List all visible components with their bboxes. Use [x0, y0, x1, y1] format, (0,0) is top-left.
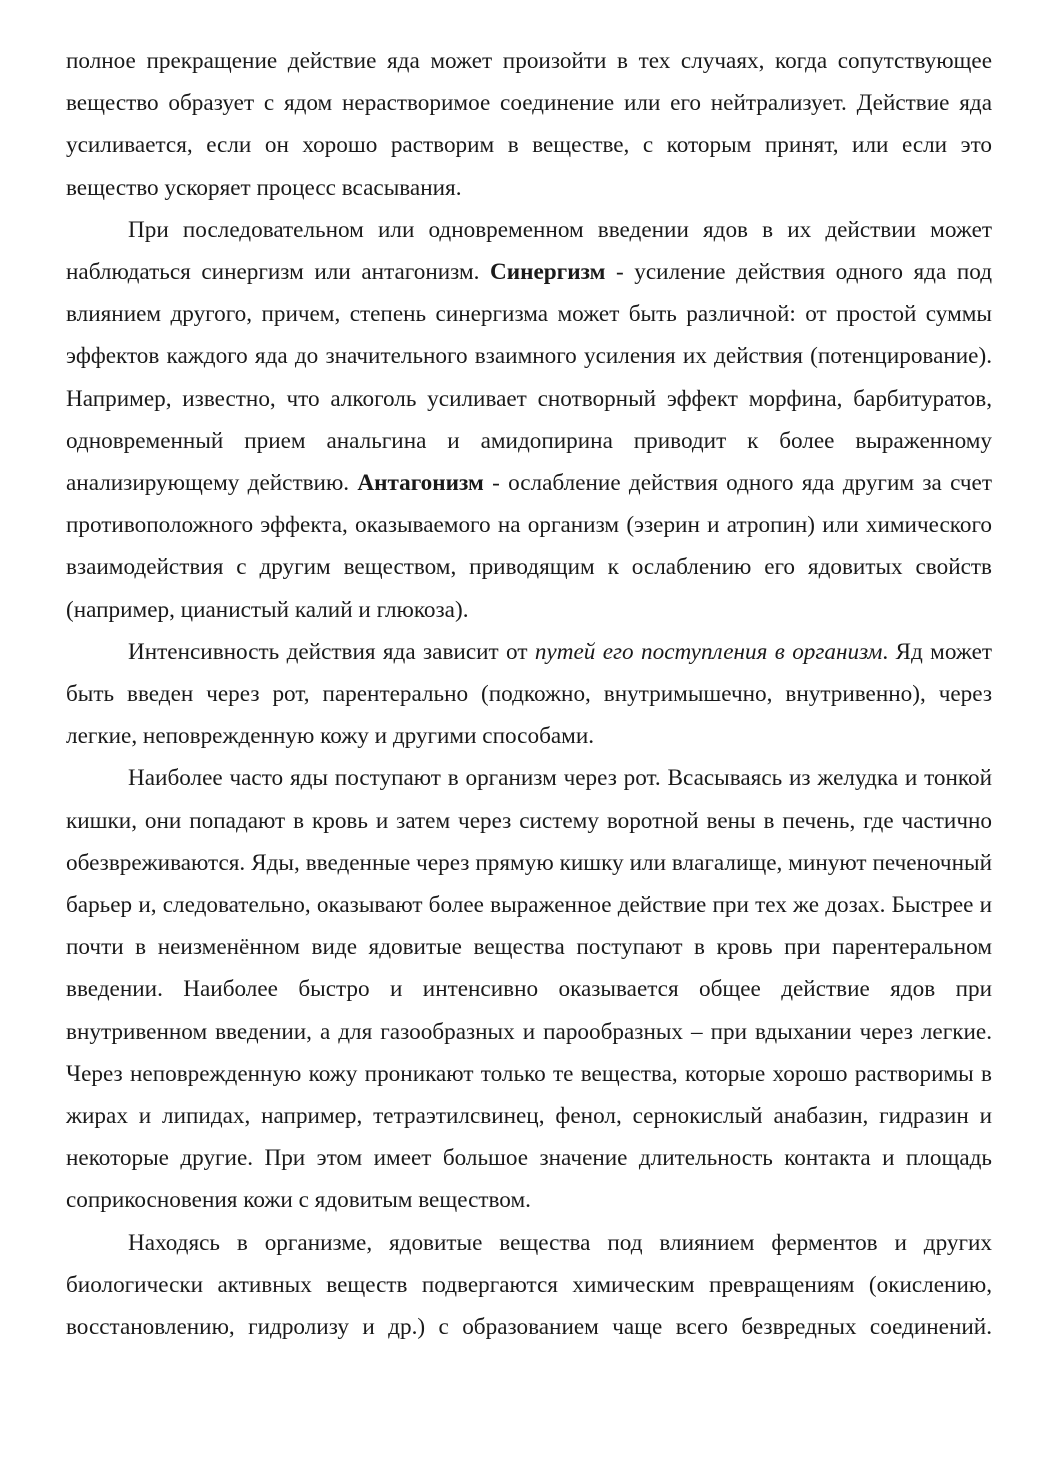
paragraph-biotransformation — [66, 1222, 992, 1349]
paragraph-text: Интенсивность действия яда зависит от — [128, 638, 535, 665]
paragraph-text: Наиболее часто яды поступают в организм через рот. Всасываясь из желудка и тонкой кишки, они попадают в кровь и затем через систему воротной вены в печень, где частично обезвреживаются. Яды, введенные через прямую кишку или влагалище, минуют печеночный барьер и, следовательно, оказывают более выраженное действие при тех же дозах. Быстрее и почти в неизменённом виде ядовитые вещества поступают в кровь при парентеральном введении. Наиболее быстро и интенсивно оказывается общее действие ядов при внутривенном введении, а для газообразных и парообразных – при вдыхании через легкие. Через неповрежденную кожу проникают только те вещества, которые хорошо растворимы в жирах и липидах, например, тетраэтилсвинец, фенол, сернокислый анабазин, гидразин и некоторые другие. При этом имеет большое значение длительность контакта и площадь соприкосновения кожи с ядовитым веществом. — [66, 765, 992, 1214]
document-page — [66, 40, 992, 1348]
paragraph-synergism-antagonism — [66, 209, 992, 631]
term-synergism: Синергизм — [490, 259, 606, 286]
paragraph-combined-action-continuation — [66, 40, 992, 209]
paragraph-text: При последовательном или одновременном введении ядов в их действии может наблюдаться синергизм или антагонизм. — [66, 216, 992, 286]
paragraph-text: полное прекращение действие яда может произойти в тех случаях, когда сопутствующее вещество образует с ядом нерастворимое соединение или его нейтрализует. Действие яда усиливается, если он хорошо растворим в веществе, с которым принят, или если это вещество ускоряет процесс всасывания. — [66, 48, 992, 201]
paragraph-text: - усиление действия одного яда под влиянием другого, причем, степень синергизма может быть различной: от простой суммы эффектов каждого яда до значительного взаимного усиления их действия (потенцирование). Например, известно, что алкоголь усиливает снотворный эффект морфина, барбитуратов, одновременный прием анальгина и амидопирина приводит к более выраженному анализирующему действию. — [66, 259, 992, 497]
term-antagonism: Антагонизм — [357, 470, 484, 497]
paragraph-oral-absorption — [66, 757, 992, 1221]
paragraph-text: . Яд может быть введен через рот, парентерально (подкожно, внутримышечно, внутривенно), через легкие, неповрежденную кожу и другими способами. — [66, 638, 993, 750]
paragraph-routes-of-entry — [66, 631, 992, 758]
paragraph-text: Находясь в организме, ядовитые вещества под влиянием ферментов и других биологически активных веществ подвергаются химическим превращениям (окислению, восстановлению, гидролизу и др.) с образованием чаще всего безвредных соединений. — [66, 1229, 992, 1341]
italic-phrase-routes: путей его поступления в организм — [534, 638, 883, 665]
paragraph-text: - ослабление действия одного яда другим за счет противоположного эффекта, оказываемого на организм (эзерин и атропин) или химического взаимодействия с другим веществом, приводящим к ослаблению его ядовитых свойств (например, цианистый калий и глюкоза). — [66, 470, 992, 623]
